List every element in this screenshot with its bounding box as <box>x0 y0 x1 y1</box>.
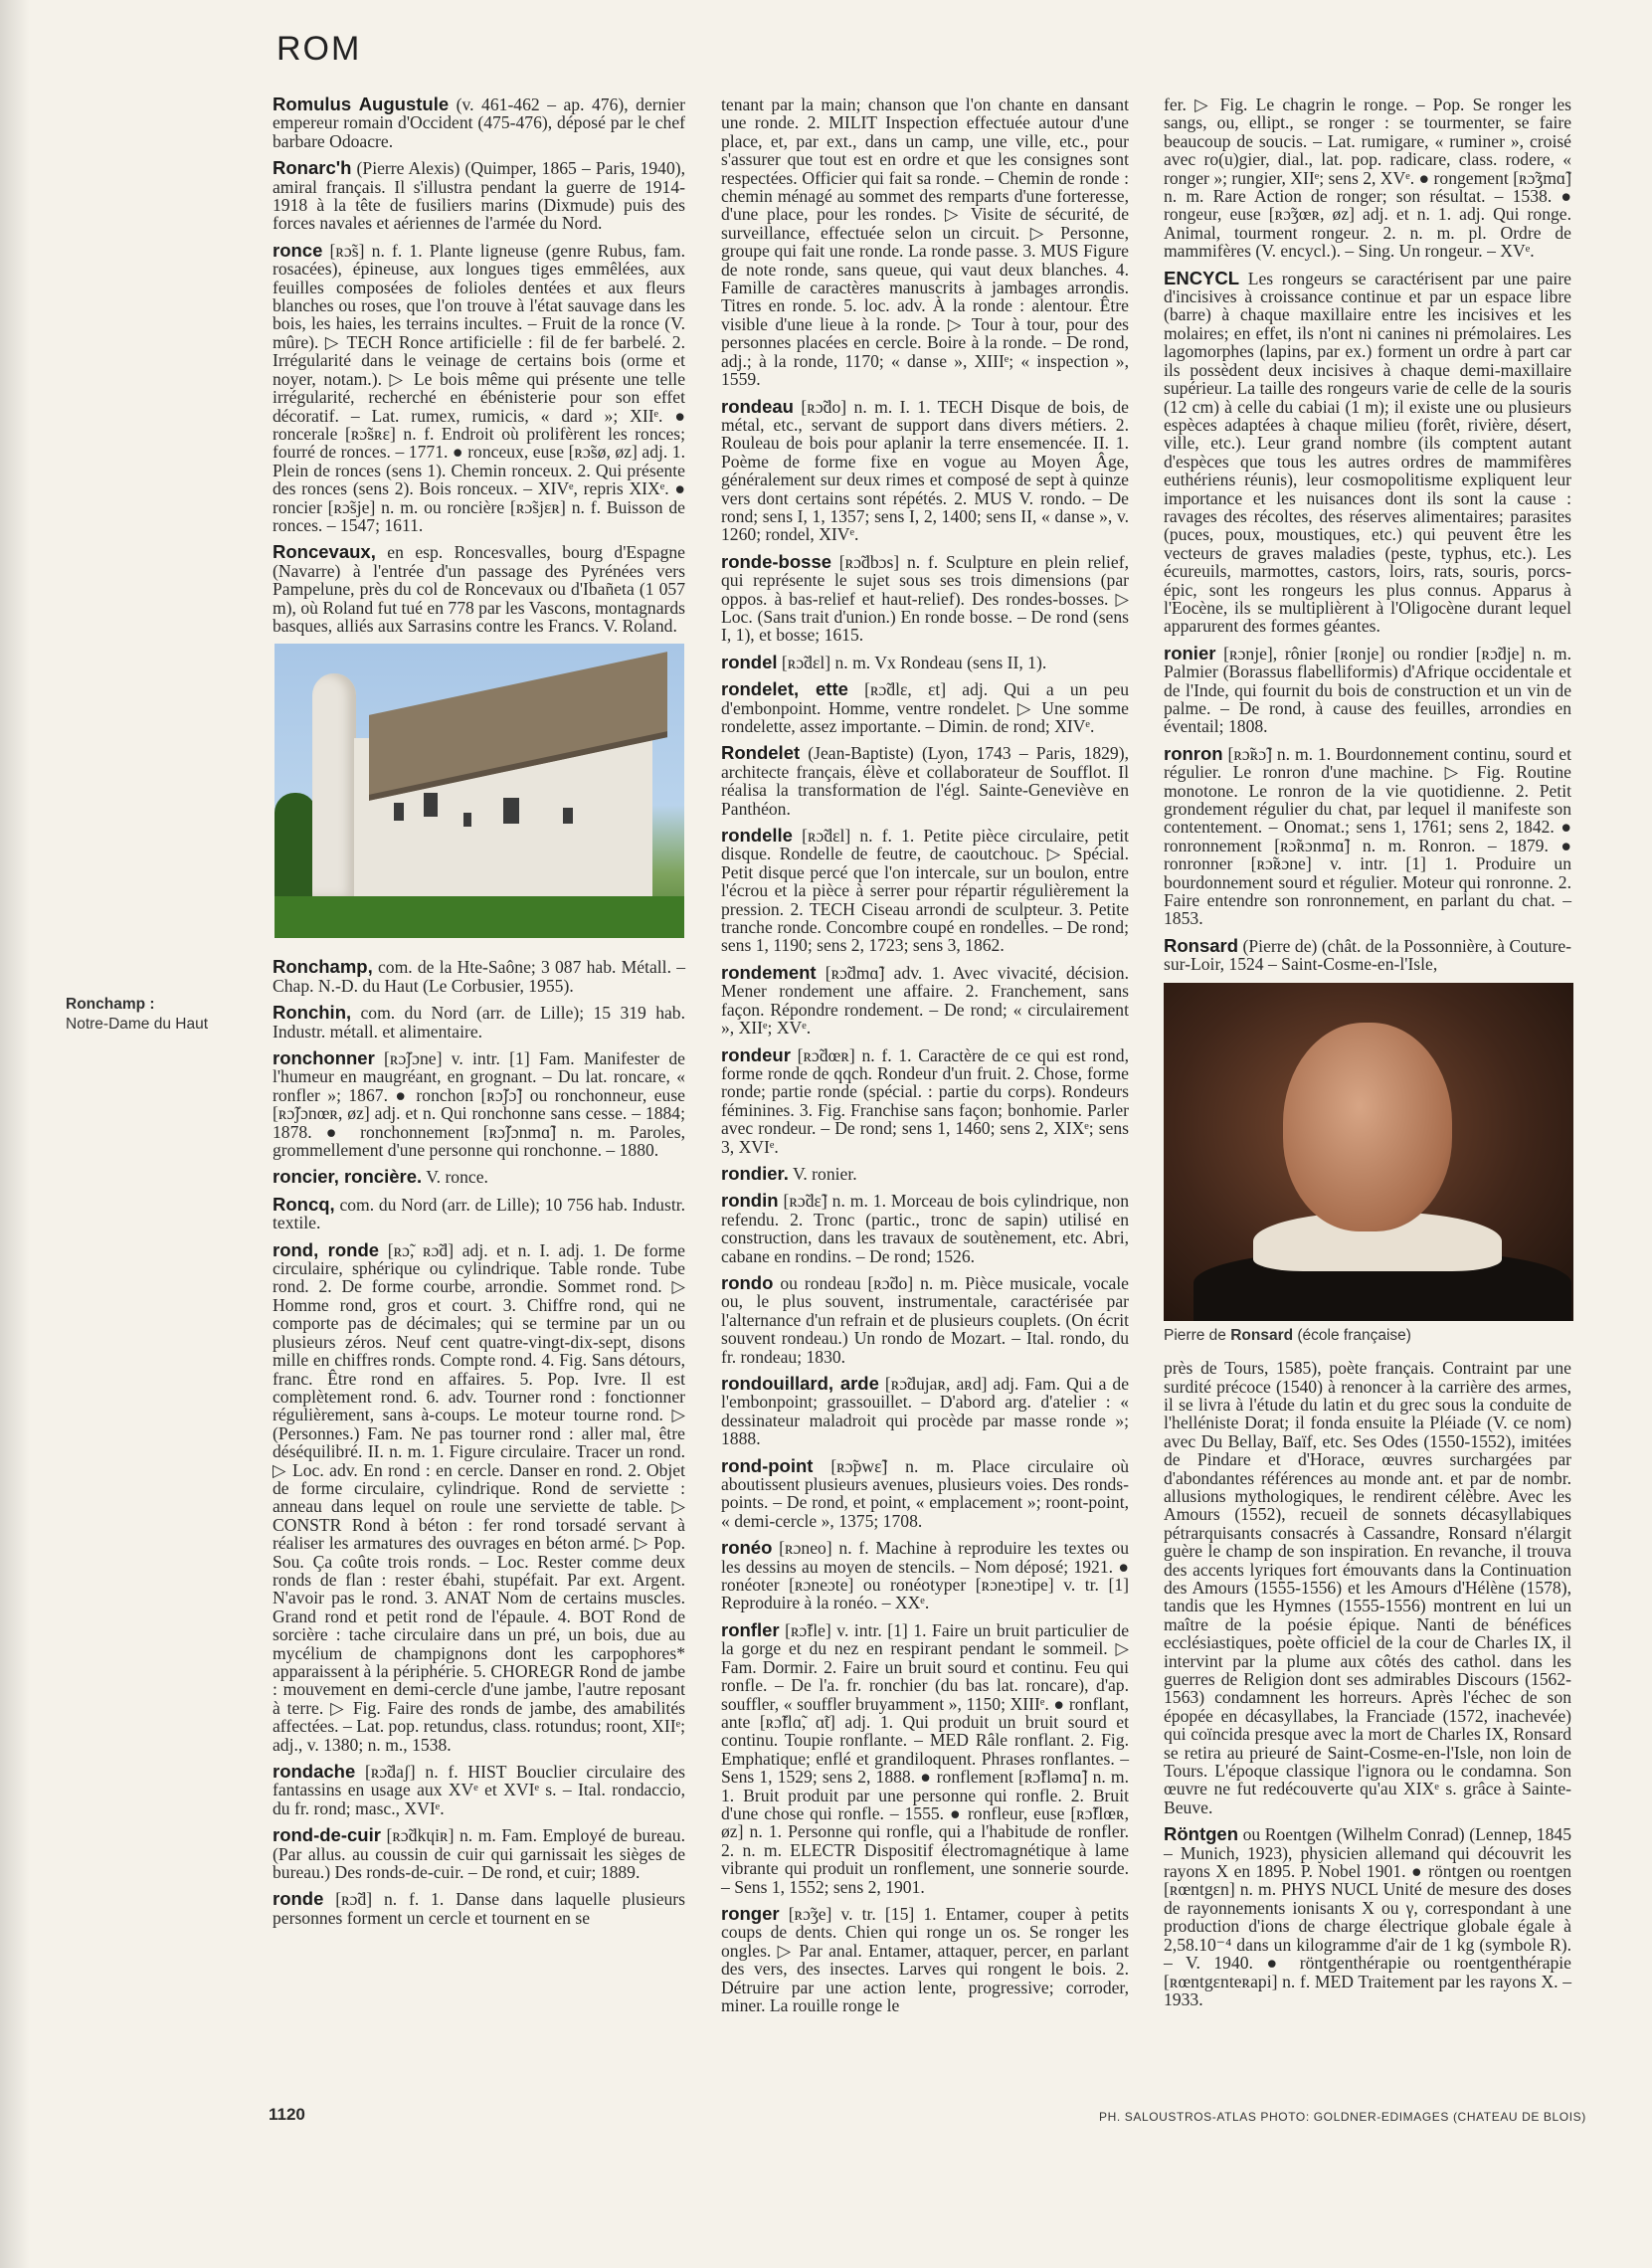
entry-headword: rond-de-cuir <box>273 1824 381 1846</box>
dictionary-entry <box>721 1454 1129 1531</box>
chapel-tower-shape <box>312 673 356 897</box>
entry-definition: V. ronce. <box>422 1167 488 1188</box>
entry-definition: [ʀɔ̃d] n. f. 1. Danse dans laquelle plusieurs personnes forment un cercle et tournent en se <box>273 1889 685 1928</box>
dictionary-entry <box>721 1618 1129 1897</box>
column-2 <box>721 95 1129 2023</box>
entry-definition: V. ronier. <box>788 1163 857 1184</box>
entry-headword: ronger <box>721 1902 780 1924</box>
entry-headword: rond, ronde <box>273 1238 380 1260</box>
column-3-entries-bottom <box>1164 1359 1571 2008</box>
entry-headword: ronier <box>1164 642 1216 663</box>
ronchamp-caption-title: Ronchamp : <box>66 996 155 1013</box>
dictionary-entry <box>721 1162 1129 1184</box>
entry-definition: [ʀɔ̃pwɛ̃] n. m. Place circulaire où aboutissent plusieurs avenues, plusieurs voies. Des ronds-points. – De rond, et point, « emplacement »; roont-point, « demi-cercle », 1375; 1708. <box>721 1455 1129 1531</box>
dictionary-entry <box>273 543 685 635</box>
entry-definition: com. du Nord (arr. de Lille); 10 756 hab. Industr. textile. <box>273 1194 685 1233</box>
dictionary-entry <box>721 1539 1129 1612</box>
column-1-entries-bottom <box>273 958 685 1927</box>
portrait-face-shape <box>1283 1023 1452 1231</box>
dictionary-entry <box>1164 934 1571 975</box>
entry-definition: [ʀɔ̃do] n. m. I. 1. TECH Disque de bois, de métal, etc., servant de support dans divers métiers. 2. Rouleau de bois pour aplanir la terre ensemencée. II. 1. Poème de forme fixe en vogue au Moyen Âge, généralement sur deux rimes et composé de sept à quinze vers dont certains sont répétés. 2. MUS V. rondo. – De rond; sens I, 1, 1357; sens I, 2, 1400; sens II, « danse », v. 1260; rondel, XIVᵉ. <box>721 396 1129 545</box>
entry-definition: [ʀɔ̃ʒe] v. tr. [15] 1. Entamer, couper à petits coups de dents. Chien qui ronge un os. Se ronger les ongles. ▷ Par anal. Entamer, attaquer, percer, en parlant des vers, des insectes. Larves qui rongent le bois. 2. Détruire par une action lente, progressive; corroder, miner. La rouille ronge le <box>721 1903 1129 2015</box>
dictionary-entry <box>273 1763 685 1817</box>
chapel-window <box>463 813 471 827</box>
chapel-window <box>394 803 404 821</box>
dictionary-entry <box>1164 642 1571 737</box>
entry-definition: (Pierre de) (chât. de la Possonnière, à Couture-sur-Loir, 1524 – Saint-Cosme-en-l'Isle, <box>1164 935 1571 975</box>
dictionary-entry <box>721 95 1129 389</box>
dictionary-entry <box>273 1004 685 1040</box>
entry-definition: [ʀɔ̃ʀɔ̃] n. m. 1. Bourdonnement continu, sourd et régulier. Le ronron d'une machine. ▷ Fig. Routine monotone. Le ronron de la vie quotidienne. 2. Petit grondement régulier du chat, par lequel il manifeste son contentement. – Onomat.; sens 1, 1761; sens 2, 1842. ● ronronnement [ʀɔ̃ʀɔnmɑ̃] n. m. Ronron. – 1879. ● ronronner [ʀɔ̃ʀɔne] v. intr. [1] 1. Produire un bourdonnement sourd et régulier. Moteur qui ronronne. 2. Faire entendre son ronronnement, en parlant du chat. – 1853. <box>1164 743 1571 929</box>
dictionary-entry <box>721 651 1129 672</box>
dictionary-entry <box>273 1890 685 1927</box>
entry-definition: [ʀɔ̃dɛl] n. f. 1. Petite pièce circulaire, petit disque. Rondelle de feutre, de caoutchouc. ▷ Spécial. Petit disque percé que l'on intercale, sur un boulon, entre l'écrou et la pièce à serrer pour répartir régulièrement la pression. 2. TECH Ciseau arrondi de sculpteur. 3. Petite tranche ronde. Concombre coupé en rondelles. – De rond; sens 1, 1190; sens 2, 1723; sens 3, 1862. <box>721 826 1129 956</box>
dictionary-entry <box>721 744 1129 818</box>
entry-definition: (Jean-Baptiste) (Lyon, 1743 – Paris, 1829), architecte français, élève et collaborateur de Soufflot. Il réalisa la transformation de l'égl. Sainte-Geneviève en Panthéon. <box>721 743 1129 819</box>
running-head: ROM <box>276 30 362 68</box>
entry-headword: rondelle <box>721 825 793 847</box>
entry-definition: [ʀɔ̃, ʀɔ̃d] adj. et n. I. adj. 1. De forme circulaire, sphérique ou cylindrique. Table ronde. Tube rond. 2. De forme courbe, arrondie. Sommet rond. ▷ Homme rond, gros et court. 3. Chiffre rond, qui ne comporte pas de décimales; qui se termine par un ou plusieurs zéros. Neuf cent quatre-vingt-dix-sept, disons mille en chiffres ronds. Compte rond. 4. Fig. Sans détours, franc. Être rond en affaires. 5. Pop. Ivre. Il est complètement rond. 6. adv. Tourner rond : fonctionner régulièrement, sans à-coups. Le moteur tourne rond. ▷ (Personnes.) Fam. Ne pas tourner rond : aller mal, être déséquilibré. II. n. m. 1. Figure circulaire. Tracer un rond. ▷ Loc. adv. En rond : en cercle. Danser en rond. 2. Objet de forme circulaire, cylindrique. Rond de serviette : anneau dans lequel on roule une serviette de table. ▷ CONSTR Rond à béton : fer rond torsadé servant à réaliser les armatures des ouvrages en béton armé. ▷ Pop. Sou. Ça coûte trois ronds. – Loc. Rester comme deux ronds de flan : rester ébahi, stupéfait. Par ext. Argent. N'avoir pas le rond. 3. ANAT Nom de certains muscles. Grand rond et petit rond de l'épaule. 4. BOT Rond de sorcière : tache circulaire dans un pré, un bois, due au mycélium de champignons dont les carpophores* apparaissent à la périphérie. 5. CHOREGR Rond de jambe : mouvement en demi-cercle d'une jambe, l'autre reposant à terre. ▷ Fig. Faire des ronds de jambe, des amabilités affectées. – Lat. pop. retundus, class. rotundus; roont, XIIᵉ; adj., v. 1380; n. m., 1538. <box>273 1239 685 1755</box>
dictionary-entry <box>273 1193 685 1233</box>
column-1-entries-top <box>273 95 685 635</box>
ronchamp-caption-text: Notre-Dame du Haut <box>66 1016 209 1033</box>
entry-definition: en esp. Roncesvalles, bourg d'Espagne (Navarre) à l'entrée d'un passage des Pyrénées vers Pampelune, près du col de Roncevaux ou d'Ibañeta (1 057 m), où Roland fut tué en 778 par les Vascons, montagnards basques, alliés aux Sarrasins contre les Francs. V. Roland. <box>273 542 686 636</box>
entry-definition: ou rondeau [ʀɔ̃do] n. m. Pièce musicale, vocale ou, le plus souvent, instrumentale, caractérisée par l'alternance d'un refrain et de plusieurs couplets. (On écrit souvent rondeau.) Un rondo de Mozart. – Ital. rondo, du fr. rondeau; 1830. <box>721 1272 1129 1367</box>
entry-headword: rondelet, ette <box>721 678 848 700</box>
entry-definition: tenant par la main; chanson que l'on chante en dansant une ronde. 2. MILIT Inspection effectuée autour d'une place, et, par ext., dans un camp, une ville, etc., pour s'assurer que tout est en ordre et que les consignes sont respectées. Officier qui fait sa ronde. – Chemin de ronde : chemin ménagé au sommet des remparts d'une forteresse, d'une place, pour les rondes. ▷ Visite de sécurité, de surveillance, effectuée selon un circuit. ▷ Personne, groupe qui fait une ronde. La ronde passe. 3. MUS Figure de note ronde, sans queue, qui vaut deux blanches. 4. Famille de caractères manuscrits à jambages arrondis. Titres en ronde. 5. loc. adv. À la ronde : alentour. Être visible d'une lieue à la ronde. ▷ Tour à tour, pour des personnes placées en cercle. Boire à la ronde. – De rond, adj.; à la ronde, 1170; « danse », XIIIᵉ; « inspection », 1559. <box>721 94 1129 390</box>
dictionary-entry <box>273 1049 685 1159</box>
entry-headword: ENCYCL <box>1164 267 1240 288</box>
dictionary-entry <box>1164 1825 1571 2008</box>
entry-definition: fer. ▷ Fig. Le chagrin le ronge. – Pop. Se ronger les sangs, ou, ellipt., se ronger : se tourmenter, se faire beaucoup de soucis. – Lat. rumigare, « ruminer », croisé avec ro(u)gier, dial., lat. pop. radicare, class. rodere, « ronger »; rungier, XIIᵉ; sens 2, XVᵉ. ● rongement [ʀɔ̃ʒmɑ̃] n. m. Rare Action de ronger; son résultat. – 1538. ● rongeur, euse [ʀɔ̃ʒœʀ, øz] adj. et n. 1. adj. Qui ronge. Animal, tourment rongeur. 2. n. m. pl. Ordre de mammifères (V. encycl.). – Sing. Un rongeur. – XVᵉ. <box>1164 94 1571 262</box>
entry-definition: [ʀɔ̃dɛ̃] n. m. 1. Morceau de bois cylindrique, non refendu. 2. Tronc (partic., tronc de sapin) utilisé en construction, dans les travaux de soutènement, etc. Abri, cabane en rondins. – De rond; 1526. <box>721 1191 1129 1266</box>
entry-headword: Rondelet <box>721 742 801 764</box>
entry-definition: [ʀɔ̃ʃɔne] v. intr. [1] Fam. Manifester de l'humeur en maugréant, en grognant. – Du lat. roncare, « ronfler »; 1867. ● ronchon [ʀɔ̃ʃɔ̃] ou ronchonneur, euse [ʀɔ̃ʃɔnœʀ, øz] adj. et n. Qui ronchonne sans cesse. – 1884; 1878. ● ronchonnement [ʀɔ̃ʃɔnmɑ̃] n. m. Paroles, grommellement d'une personne qui ronchonne. – 1880. <box>273 1048 685 1161</box>
dictionary-entry <box>721 680 1129 735</box>
dictionary-entry <box>1164 742 1571 929</box>
entry-headword: ronfler <box>721 1618 780 1640</box>
column-3-entries-top <box>1164 95 1571 974</box>
dictionary-entry <box>721 395 1129 545</box>
page-gutter-shadow <box>0 0 30 2268</box>
entry-definition: [ʀɔ̃dujaʀ, aʀd] adj. Fam. Qui a de l'embonpoint; grassouillet. – D'abord arg. d'atelier : « dessinateur maladroit qui procède par masse ronde »; 1888. <box>721 1374 1129 1449</box>
dictionary-entry <box>721 1192 1129 1265</box>
ronchamp-caption <box>66 995 265 1035</box>
ronsard-caption-name: Ronsard <box>1230 1326 1294 1344</box>
entry-definition: Les rongeurs se caractérisent par une paire d'incisives à croissance continue et par un espace libre (barre) à chaque maxillaire entre les incisives et les molaires; en effet, ils n'ont ni canines ni prémolaires. Les lagomorphes (lapins, par ex.) forment un ordre à part car ils possèdent deux incisives à chaque demi-maxillaire supérieur. La taille des rongeurs varie de celle de la souris (12 cm) à celle du cabiai (1 m); il existe une ou plusieurs espèces adaptées à chaque milieu (forêt, rivière, désert, ville, etc.). Leur grand nombre (ils comptent autant d'espèces que tous les autres ordres de mammifères euthériens réunis), leur cosmopolitisme expliquent leur importance et les nuisances dont ils sont la cause : ravages des récoltes, des réserves alimentaires; parasites (puces, poux, moustiques, etc.) qui peuvent être les vecteurs de graves maladies (peste, typhus, etc.). Les écureuils, marmottes, castors, loirs, rats, souris, porcs-épic, sont les rongeurs les plus connus. Apparus à l'Eocène, ils se multiplièrent à l'Oligocène durant lequel apparurent des formes géantes. <box>1164 268 1571 637</box>
dictionary-entry <box>721 1902 1129 2015</box>
entry-definition: com. du Nord (arr. de Lille); 15 319 hab. Industr. métall. et alimentaire. <box>273 1003 685 1041</box>
dictionary-entry <box>1164 1359 1571 1816</box>
entry-headword: Roncevaux, <box>273 541 376 563</box>
lawn-shape <box>275 896 684 938</box>
entry-headword: rondement <box>721 961 817 983</box>
entry-definition: [ʀɔ̃s] n. f. 1. Plante ligneuse (genre Rubus, fam. rosacées), épineuse, aux longues tiges emmêlées, aux feuilles composées de folioles dentées et aux fleurs blanches ou roses, que l'on trouve à l'état sauvage dans les bois, les haies, les terrains incultes. – Fruit de la ronce (V. mûre). ▷ TECH Ronce artificielle : fil de fer barbelé. 2. Irrégularité dans le veinage de certains bois (orme et noyer, notam.). ▷ Le bois même qui présente une telle irrégularité, recherché en ébénisterie pour son effet décoratif. – Lat. rumex, rumicis, « dard »; XIIᵉ. ● roncerale [ʀɔ̃sʀɛ] n. f. Endroit où prolifèrent les ronces; fourré de ronces. – 1771. ● ronceux, euse [ʀɔ̃sø, øz] adj. 1. Plein de ronces (sens 1). Chemin ronceux. 2. Qui présente des ronces (sens 2). Bois ronceux. – XIVᵉ, repris XIXᵉ. ● roncier [ʀɔ̃sje] n. m. ou roncière [ʀɔ̃sjɛʀ] n. f. Buisson de ronces. – 1547; 1611. <box>273 240 685 535</box>
entry-definition: [ʀɔ̃daʃ] n. f. HIST Bouclier circulaire des fantassins en usage aux XVᵉ et XVIᵉ s. – Ital. rondaccio, du fr. rond; masc., XVIᵉ. <box>273 1762 685 1818</box>
dictionary-entry <box>273 1238 685 1755</box>
dictionary-entry <box>721 550 1129 646</box>
dictionary-entry <box>721 1043 1129 1157</box>
dictionary-entry <box>721 1375 1129 1448</box>
dictionary-entry <box>1164 267 1571 637</box>
entry-headword: Röntgen <box>1164 1823 1239 1845</box>
dictionary-entry <box>273 239 685 535</box>
entry-headword: rondache <box>273 1761 356 1783</box>
entry-definition: [ʀɔ̃fle] v. intr. [1] 1. Faire un bruit particulier de la gorge et du nez en respirant pendant le sommeil. ▷ Fam. Dormir. 2. Faire un bruit sourd et continu. Feu qui ronfle. – De l'a. fr. ronchier (du bas lat. roncare), d'ap. souffler, « souffler bruyamment », 1150; XIIIᵉ. ● ronflant, ante [ʀɔ̃flɑ̃, ɑ̃t] adj. 1. Qui produit un bruit sourd et continu. Toupie ronflante. – MED Râle ronflant. 2. Fig. Emphatique; enflé et grandiloquent. Phrases ronflantes. – Sens 1, 1529; sens 2, 1888. ● ronflement [ʀɔ̃fləmɑ̃] n. m. 1. Bruit produit par une personne qui ronfle. 2. Bruit d'une chose qui ronfle. – 1555. ● ronfleur, euse [ʀɔ̃flœʀ, øz] n. 1. Personne qui ronfle, qui a l'habitude de ronfler. 2. n. m. ELECTR Dispositif électromagnétique à lame vibrante qui produit un ronflement, une sonnerie sourde. – Sens 1, 1552; sens 2, 1901. <box>721 1619 1129 1897</box>
entry-headword: Roncq, <box>273 1193 335 1215</box>
ronchamp-photo <box>275 644 684 938</box>
column-1 <box>273 95 685 1936</box>
entry-headword: rondo <box>721 1271 774 1293</box>
dictionary-entry <box>273 95 685 150</box>
entry-headword: ronde-bosse <box>721 550 832 572</box>
entry-headword: Ronchin, <box>273 1002 352 1024</box>
dictionary-entry <box>1164 95 1571 261</box>
entry-headword: ronde <box>273 1888 324 1910</box>
entry-headword: ronéo <box>721 1537 773 1559</box>
entry-definition: [ʀɔ̃dlɛ, ɛt] adj. Qui a un peu d'embonpoint. Homme, ventre rondelet. ▷ Une somme rondelette, assez importante. – Dimin. de rond; XIVᵉ. <box>721 679 1129 736</box>
entry-headword: rondeur <box>721 1043 791 1065</box>
ronsard-caption-prefix: Pierre de <box>1164 1326 1231 1344</box>
entry-definition: [ʀɔ̃dkɥiʀ] n. m. Fam. Employé de bureau. (Par allus. au coussin de cuir qui garnissait les sièges de bureau.) Des ronds-de-cuir. – De rond, et cuir; 1889. <box>273 1825 685 1883</box>
dictionary-entry <box>273 159 685 233</box>
entry-definition: [ʀɔ̃dmɑ̃] adv. 1. Avec vivacité, décision. Mener rondement une affaire. 2. Franchement, sans façon. Répondre rondement. – De rond; « circulairement », XIIᵉ; XVᵉ. <box>721 962 1129 1039</box>
column-2-entries <box>721 95 1129 2014</box>
entry-headword: Ronsard <box>1164 934 1239 956</box>
entry-headword: rondouillard, arde <box>721 1373 879 1394</box>
photo-credit: PH. SALOUSTROS-ATLAS PHOTO: GOLDNER-EDIMAGES (CHATEAU DE BLOIS) <box>1099 2110 1586 2124</box>
entry-headword: rondier. <box>721 1162 789 1184</box>
entry-definition: ou Roentgen (Wilhelm Conrad) (Lennep, 1845 – Munich, 1923), physicien allemand qui découvrit les rayons X en 1895. P. Nobel 1901. ● röntgen ou roentgen [ʀœntgɛn] n. m. PHYS NUCL Unité de mesure des doses de rayonnements ionisants X ou γ, correspondant à une production d'ions de charge électrique globale égale à 2,58.10⁻⁴ dans un kilogramme d'air de 1 kg (symbole R). – V. 1940. ● röntgenthérapie ou roentgenthérapie [ʀœntgɛnteʀapi] n. f. MED Traitement par les rayons X. – 1933. <box>1164 1824 1571 2009</box>
entry-definition: [ʀɔnje], rônier [ʀonje] ou rondier [ʀɔ̃dje] n. m. Palmier (Borassus flabelliformis) d'Afrique occidentale et de l'Inde, qui fournit du bois de construction et un vin de palme. – De rond, à cause des feuilles, arrondies en éventail; 1808. <box>1164 643 1571 737</box>
ronsard-caption <box>1164 1327 1571 1345</box>
ronsard-portrait <box>1164 983 1573 1321</box>
entry-headword: rond-point <box>721 1454 814 1476</box>
entry-headword: rondel <box>721 651 778 672</box>
entry-definition: près de Tours, 1585), poète français. Contraint par une surdité précoce (1540) à renoncer à la carrière des armes, il se livra à l'étude du latin et du grec sous la conduite de l'helléniste Dorat; il fonda ensuite la Pléiade (V. ce nom) avec Du Bellay, Baïf, etc. Ses Odes (1550-1552), imitées de Pindare et d'Horace, œuvres surchargées par d'abondantes références au monde ant. et par de nombr. allusions mythologiques, le rendirent célèbre. Avec les Amours (1552), recueil de sonnets décasyllabiques pétrarquisants consacrés à Cassandre, Ronsard n'élargit guère le champ de son inspiration. En revanche, il trouva des accents lyriques fort émouvants dans la Continuation des Amours (1555-1556) et les Amours d'Hélène (1578), tandis que les Hymnes (1555-1556) montrent en lui un maître de la poésie épique. Nanti de bénéfices ecclésiastiques, poète officiel de la cour de Charles IX, il intervint par la plume aux côtés des cathol. dans les guerres de Religion dont ses admirables Discours (1562-1563) condamnent les horreurs. Après l'échec de son épopée en décasyllabes, la Franciade (1572, inachevée) qui coïncida presque avec la mort de Charles IX, Ronsard se retira au prieuré de Saint-Cosme-en-l'Isle, non loin de Tours. L'époque classique l'ignora ou le condamna. Son œuvre ne fut redécouverte qu'au XIXᵉ s. grâce à Sainte-Beuve. <box>1164 1358 1571 1817</box>
dictionary-entry <box>721 1271 1129 1367</box>
entry-headword: rondin <box>721 1190 779 1212</box>
entry-definition: [ʀɔ̃dœʀ] n. f. 1. Caractère de ce qui est rond, forme ronde de qqch. Rondeur d'un fruit. 2. Chose, forme ronde; partie ronde (spécial. : partie du corps). Rondeurs féminines. 3. Fig. Franchise sans façon; bonhomie. Parler avec rondeur. – De rond; sens 1, 1460; sens 2, XIXᵉ; sens 3, XVIᵉ. <box>721 1044 1129 1157</box>
entry-headword: ronchonner <box>273 1047 375 1068</box>
column-3 <box>1164 95 1571 2017</box>
entry-definition: com. de la Hte-Saône; 3 087 hab. Métall. – Chap. N.-D. du Haut (Le Corbusier, 1955). <box>273 957 685 996</box>
entry-definition: [ʀɔ̃dɛl] n. m. Vx Rondeau (sens II, 1). <box>777 652 1047 672</box>
chapel-window <box>503 798 519 824</box>
entry-headword: Romulus Augustule <box>273 94 450 114</box>
entry-headword: ronron <box>1164 742 1223 764</box>
entry-definition: (v. 461-462 – ap. 476), dernier empereur romain d'Occident (475-476), déposé par le chef barbare Odoacre. <box>273 94 685 151</box>
entry-headword: Ronchamp, <box>273 956 373 978</box>
dictionary-entry <box>273 958 685 995</box>
entry-definition: [ʀɔ̃dbɔs] n. f. Sculpture en plein relief, qui représente le sujet sous ses trois dimensions (par oppos. à bas-relief et haut-relief). Des rondes-bosses. ▷ Loc. (Sans trait d'union.) En ronde bosse. – De rond (sens I, 1), et bosse; 1615. <box>721 551 1129 646</box>
dictionary-entry <box>721 961 1129 1039</box>
entry-headword: roncier, roncière. <box>273 1166 423 1188</box>
chapel-window <box>563 808 573 824</box>
entry-headword: Ronarc'h <box>273 157 352 179</box>
entry-headword: ronce <box>273 239 323 261</box>
ronsard-caption-suffix: (école française) <box>1293 1326 1411 1344</box>
dictionary-entry <box>273 1168 685 1186</box>
chapel-window <box>424 793 438 817</box>
entry-definition: (Pierre Alexis) (Quimper, 1865 – Paris, 1940), amiral français. Il s'illustra pendant la guerre de 1914-1918 à la tête de fusiliers marins (Dixmude) puis des forces navales et aériennes de l'armée du Nord. <box>273 158 685 234</box>
entry-definition: [ʀɔneo] n. f. Machine à reproduire les textes ou les dessins au moyen de stencils. – Nom déposé; 1921. ● ronéoter [ʀɔneɔte] ou ronéotyper [ʀɔneɔtipe] v. tr. [1] Reproduire à la ronéo. – XXᵉ. <box>721 1538 1129 1613</box>
page-number: 1120 <box>269 2105 305 2124</box>
dictionary-entry <box>721 827 1129 955</box>
entry-headword: rondeau <box>721 395 794 417</box>
dictionary-entry <box>273 1826 685 1881</box>
tree-shape <box>275 793 316 912</box>
